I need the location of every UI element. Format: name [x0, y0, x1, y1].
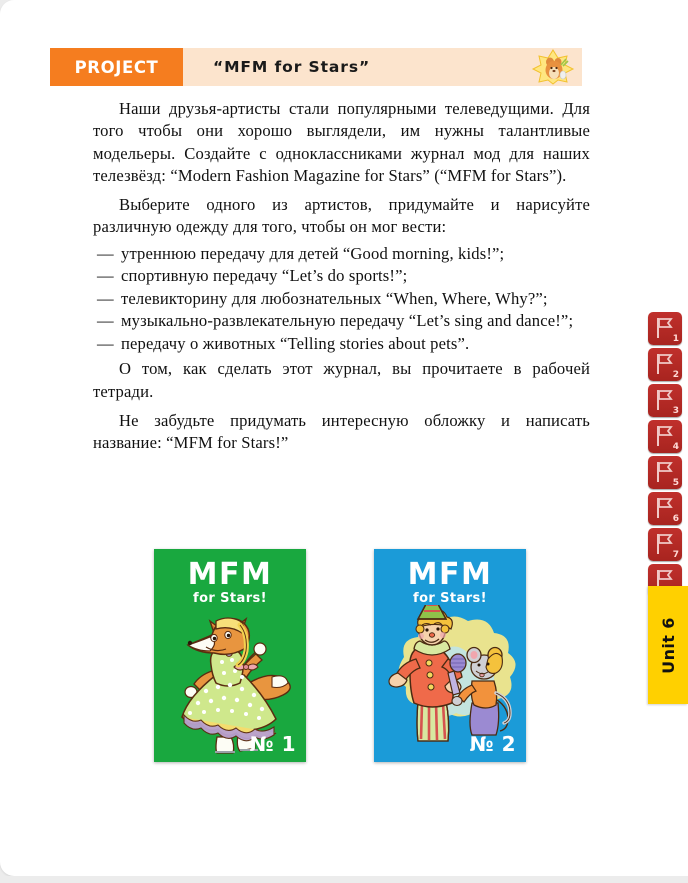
flag-tab-4[interactable] [648, 420, 682, 453]
cover-title: MFM [407, 557, 493, 592]
list-item [93, 265, 590, 287]
bear-star-icon [528, 48, 582, 86]
flag-tab-number: 5 [672, 478, 679, 488]
flag-tab-number: 1 [672, 334, 679, 344]
project-header-band [50, 48, 582, 86]
flag-bookmark-tabs [648, 312, 684, 600]
unit-tab-label: Unit 6 [658, 616, 678, 674]
page-bottom-edge [0, 876, 688, 883]
flag-icon [654, 389, 674, 411]
flag-icon [654, 461, 674, 483]
flag-tab-number: 7 [672, 550, 679, 560]
flag-tab-number: 4 [672, 442, 679, 452]
flag-tab-number: 2 [672, 370, 679, 380]
list-item [93, 333, 590, 355]
dash-marker: — [97, 288, 114, 308]
list-item-label: музыкально-развлекательную передачу “Let’s sing and dance!”; [121, 311, 574, 331]
magazine-cover-2 [374, 549, 526, 762]
flag-tab-7[interactable] [648, 528, 682, 561]
page-title: “MFM for Stars” [213, 58, 371, 76]
list-item [93, 310, 590, 332]
flag-icon [654, 353, 674, 375]
cover-number: № 1 [249, 732, 296, 756]
dash-marker: — [97, 333, 114, 353]
flag-tab-6[interactable] [648, 492, 682, 525]
flag-tab-number: 3 [672, 406, 679, 416]
paragraph-workbook: О том, как сделать этот журнал, вы прочитаете в рабочей тетради. [93, 359, 590, 401]
list-item-label: телевикторину для любознательных “When, Where, Why?”; [121, 288, 548, 308]
paragraph-intro: Наши друзья-артисты стали популярными телеведущими. Для того чтобы они хорошо выглядели, им нужны талантливые модельеры. Создайте с одноклассниками журнал мод для наших телезвёзд: “Modern Fashion Magazine for Stars” (“MFM for Stars”). [93, 99, 590, 185]
show-type-list [93, 243, 590, 355]
unit-tab[interactable] [648, 586, 688, 704]
page-body [93, 98, 590, 454]
flag-icon [654, 533, 674, 555]
dash-marker: — [97, 243, 114, 263]
magazine-cover-gallery [0, 549, 688, 762]
flag-tab-number: 6 [672, 514, 679, 524]
flag-tab-3[interactable] [648, 384, 682, 417]
cover-subtitle: for Stars! [193, 591, 267, 606]
cover-number: № 2 [469, 732, 516, 756]
magazine-cover-1 [154, 549, 306, 762]
list-item-label: передачу о животных “Telling stories about pets”. [121, 333, 470, 353]
flag-icon [654, 425, 674, 447]
flag-tab-1[interactable] [648, 312, 682, 345]
cover-title: MFM [187, 557, 273, 592]
list-item [93, 243, 590, 265]
list-item [93, 288, 590, 310]
list-item-label: спортивную передачу “Let’s do sports!”; [121, 266, 408, 286]
flag-tab-2[interactable] [648, 348, 682, 381]
dash-marker: — [97, 311, 114, 331]
dash-marker: — [97, 266, 114, 286]
cover-subtitle: for Stars! [413, 591, 487, 606]
flag-tab-5[interactable] [648, 456, 682, 489]
paragraph-task: Выберите одного из артистов, придумайте и нарисуйте различную одежду для того, чтобы он мог вести: [93, 195, 590, 237]
flag-icon [654, 317, 674, 339]
project-tag-label: PROJECT [50, 48, 183, 86]
paragraph-cover: Не забудьте придумать интересную обложку и написать название: “MFM for Stars!” [93, 410, 590, 453]
list-item-label: утреннюю передачу для детей “Good morning, kids!”; [121, 243, 505, 263]
flag-icon [654, 497, 674, 519]
